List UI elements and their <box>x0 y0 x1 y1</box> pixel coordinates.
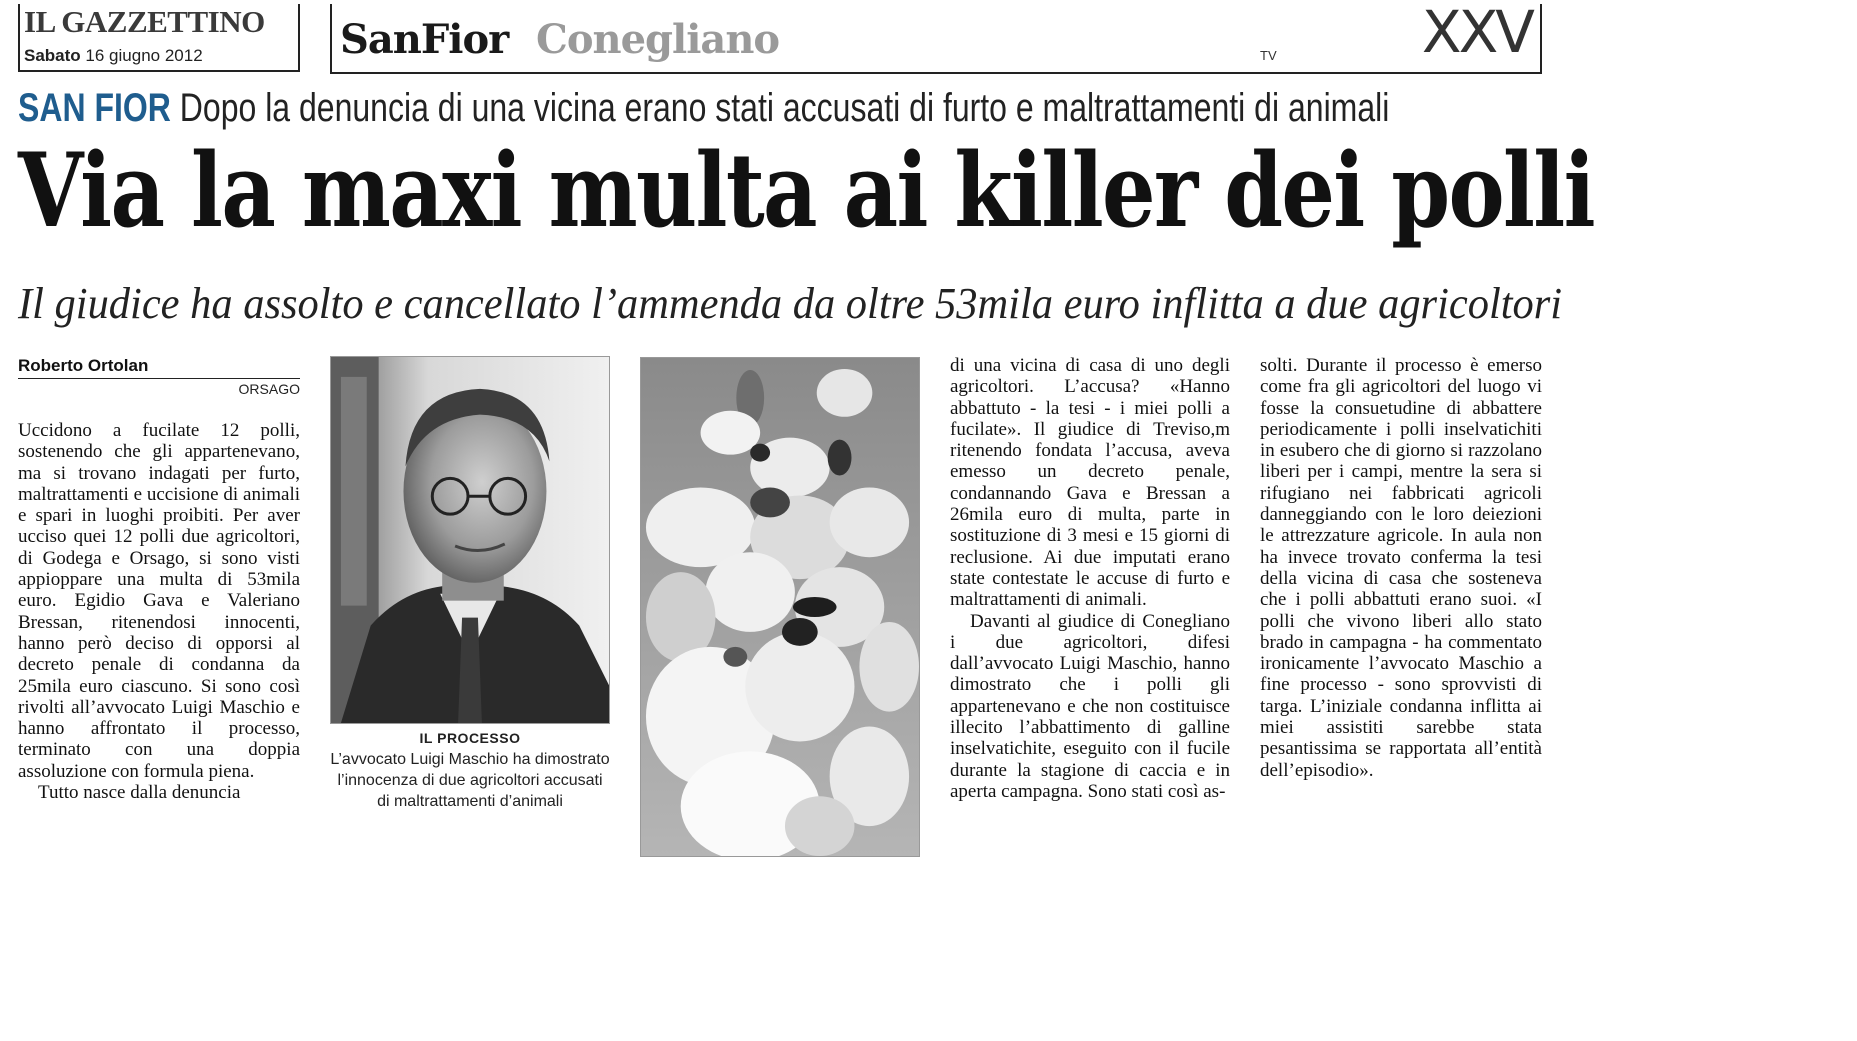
article-column-1 <box>18 420 300 803</box>
section-box <box>330 0 1542 74</box>
paragraph: Davanti al giudice di Conegliano i due agricoltori, difesi dall’avvocato Luigi Maschio, hanno dimostrato che i polli gli appartenevano e che non costituisce illecito l’abbattimento di galline inselvatichite, eseguito con il fucile durante la stagione di caccia e in aperta campagna. Sono stati così as- <box>950 610 1230 802</box>
newspaper-brand: IL GAZZETTINO <box>24 4 265 39</box>
paragraph: Tutto nasce dalla denuncia <box>38 782 241 804</box>
paragraph: di una vicina di casa di uno degli agricoltori. L’accusa? «Hanno abbattuto - la tesi - i miei polli a fucilate». Il giudice di Treviso,m ritenendo fondata l’accusa, aveva emesso un decreto penale, condannando Gava e Bressan a 26mila euro di multa, parte in sostituzione di 3 mesi e 15 giorni di reclusione. Ai due imputati erano state contestate le accuse di furto e maltrattamenti di animali. <box>950 355 1230 611</box>
caption-label: IL PROCESSO <box>419 730 521 746</box>
section-primary: SanFior <box>340 16 509 63</box>
brand-box <box>18 4 300 72</box>
subheadline: Il giudice ha assolto e cancellato l’ammenda da oltre 53mila euro inflitta a due agricoltori <box>18 279 1563 328</box>
article-column-4 <box>1260 355 1542 781</box>
kicker-text: Dopo la denuncia di una vicina erano stati accusati di furto e maltrattamenti di animali <box>179 86 1390 130</box>
issue-date <box>24 46 203 66</box>
kicker-place: SAN FIOR <box>18 86 171 130</box>
chickens-photo-image <box>641 358 919 856</box>
issue-date-text: 16 giugno 2012 <box>85 46 203 65</box>
page-number: XXV <box>1421 0 1532 66</box>
byline: Roberto Ortolan <box>18 356 300 379</box>
paragraph: Uccidono a fucilate 12 polli, sostenendo che gli appartenevano, ma si trovano indagati per furto, maltrattamenti e uccisione di animali e spari in luoghi proibiti. Per aver ucciso quei 12 polli due agricoltori, di Godega e Orsago, si sono visti appioppare una multa di 53mila euro. Egidio Gava e Valeriano Bressan, ritenendosi innocenti, hanno però deciso di opporsi al decreto penale di condanna da 25mila euro ciascuno. Si sono così rivolti all’avvocato Luigi Maschio e hanno affrontato il processo, terminato con una doppia assoluzione con formula piena. <box>18 420 300 782</box>
lawyer-photo <box>330 356 610 724</box>
lawyer-photo-image <box>331 357 609 723</box>
masthead <box>18 0 1542 74</box>
headline: Via la maxi multa ai killer dei polli <box>18 131 1594 251</box>
section-secondary: Conegliano <box>536 16 780 63</box>
photo-caption <box>330 728 610 812</box>
edition-tag: TV <box>1260 48 1277 63</box>
issue-day: Sabato <box>24 46 81 65</box>
dateline: ORSAGO <box>238 381 300 397</box>
caption-text: L’avvocato Luigi Maschio ha dimostrato l’innocenza di due agricoltori accusati di maltrattamenti d’animali <box>330 751 610 810</box>
paragraph: solti. Durante il processo è emerso come fra gli agricoltori del luogo vi fosse la consuetudine di abbattere periodicamente i polli inselvatichiti in esubero che di giorno si razzolano liberi per i campi, mentre la sera si rifugiano nei fabbricati agricoli danneggiando con le loro deiezioni le attrezzature agricole. In aula non ha invece trovato conferma la tesi della vicina di casa che sosteneva che i polli abbattuti erano suoi. «I polli che vivono liberi allo stato brado in campagna - ha commentato ironicamente l’avvocato Maschio a fine processo - sono sprovvisti di targa. L’iniziale condanna inflitta ai miei assistiti sarebbe stata pesantissima se rapportata all’entità dell’episodio». <box>1260 355 1542 781</box>
kicker <box>18 84 1390 132</box>
article-column-3 <box>950 355 1230 802</box>
chickens-photo <box>640 357 920 857</box>
